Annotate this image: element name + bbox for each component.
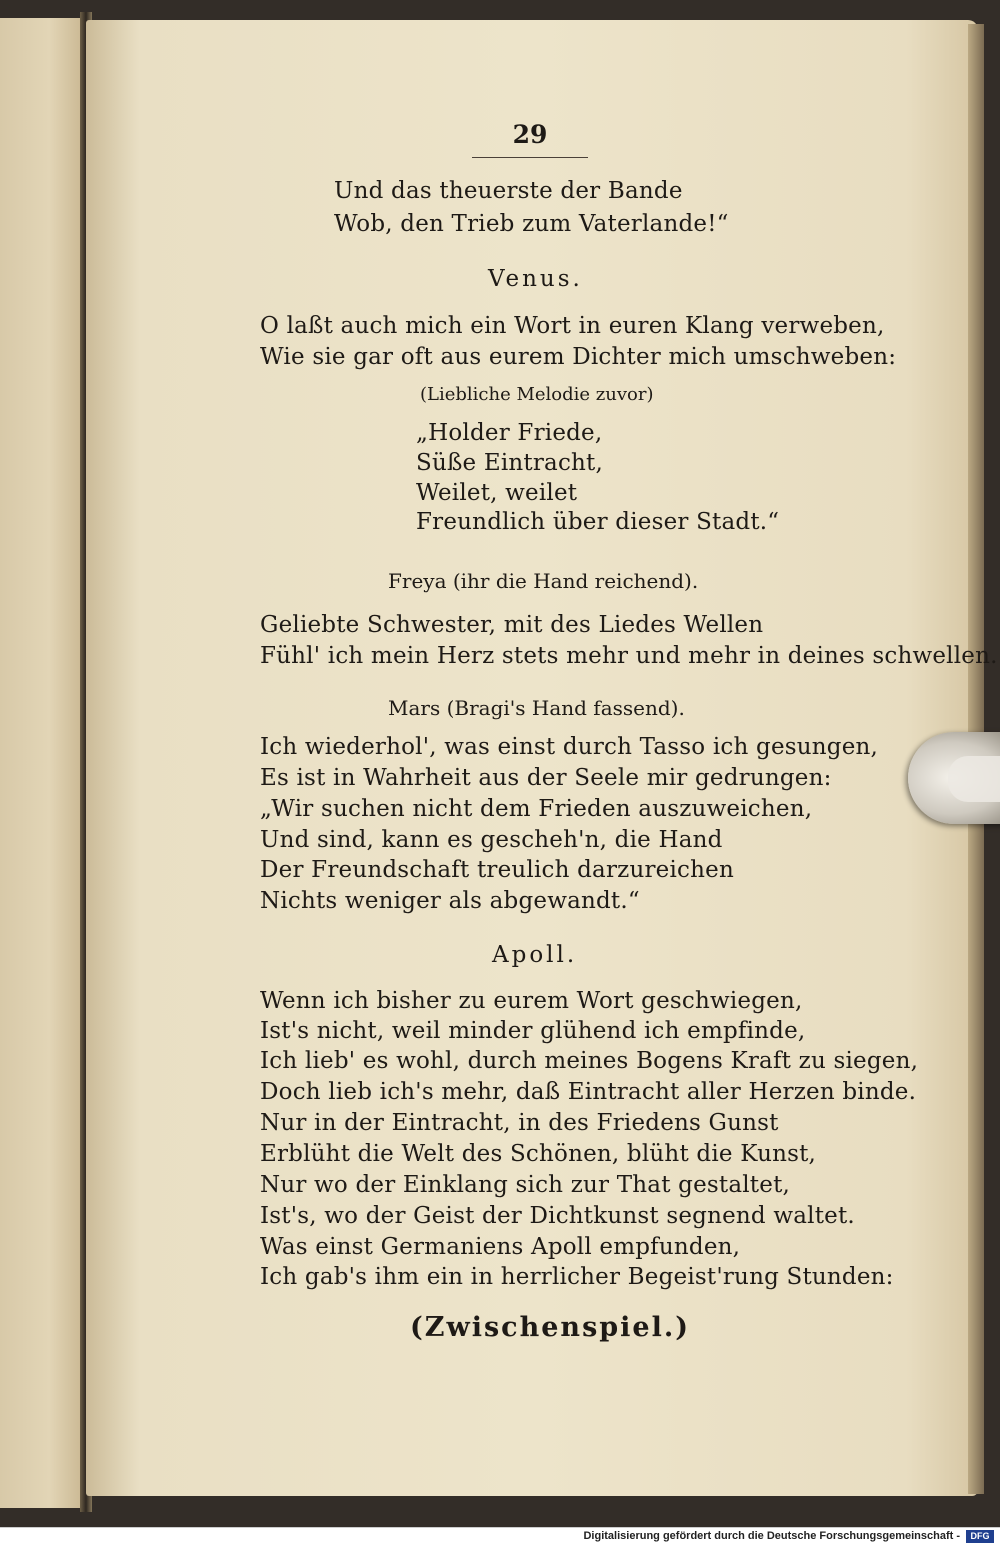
footer-bar (0, 1527, 1000, 1547)
verse-line: Wie sie gar oft aus eurem Dichter mich umschweben: (260, 344, 897, 370)
verse-line: Und sind, kann es gescheh'n, die Hand (260, 827, 723, 853)
stage-interlude: (Zwischenspiel.) (410, 1312, 691, 1343)
verse-line: Ist's nicht, weil minder glühend ich empfinde, (260, 1018, 806, 1044)
verse-line: Freundlich über dieser Stadt.“ (416, 509, 780, 535)
verse-line: Nur wo der Einklang sich zur That gestaltet, (260, 1172, 791, 1198)
verse-line: „Holder Friede, (416, 420, 603, 446)
verse-line: Nichts weniger als abgewandt.“ (260, 888, 640, 914)
header-rule (472, 157, 588, 158)
page-clip-tab (948, 756, 1000, 802)
verse-line: Was einst Germaniens Apoll empfunden, (260, 1234, 741, 1260)
verse-line: O laßt auch mich ein Wort in euren Klang verweben, (260, 313, 885, 339)
stage-direction: (Liebliche Melodie zuvor) (420, 384, 654, 405)
verse-line: Doch lieb ich's mehr, daß Eintracht aller Herzen binde. (260, 1079, 917, 1105)
verse-line: Erblüht die Welt des Schönen, blüht die Kunst, (260, 1141, 817, 1167)
verse-line: Wob, den Trieb zum Vaterlande!“ (334, 211, 729, 237)
verse-line: Ich gab's ihm ein in herrlicher Begeist'rung Stunden: (260, 1264, 894, 1290)
verse-line: Nur in der Eintracht, in des Friedens Gunst (260, 1110, 779, 1136)
speaker-freya: Freya (ihr die Hand reichend). (388, 569, 699, 593)
speaker-venus: Venus. (488, 266, 583, 292)
verse-line: Geliebte Schwester, mit des Liedes Wellen (260, 612, 764, 638)
verse-line: Fühl' ich mein Herz stets mehr und mehr in deines schwellen. (260, 643, 998, 669)
verse-line: Es ist in Wahrheit aus der Seele mir gedrungen: (260, 765, 832, 791)
page-number: 29 (512, 120, 548, 149)
verse-line: Wenn ich bisher zu eurem Wort geschwiegen, (260, 988, 803, 1014)
dfg-logo: DFG (966, 1530, 994, 1543)
verse-line: Ich lieb' es wohl, durch meines Bogens Kraft zu siegen, (260, 1048, 919, 1074)
verse-line: Weilet, weilet (416, 480, 578, 506)
verse-line: Der Freundschaft treulich darzureichen (260, 857, 734, 883)
funding-credit: Digitalisierung gefördert durch die Deutsche Forschungsgemeinschaft - (583, 1530, 960, 1542)
speaker-apoll: Apoll. (492, 942, 578, 968)
verse-line: „Wir suchen nicht dem Frieden auszuweichen, (260, 796, 813, 822)
verse-line: Süße Eintracht, (416, 450, 604, 476)
verse-line: Ich wiederhol', was einst durch Tasso ich gesungen, (260, 734, 879, 760)
verse-line: Ist's, wo der Geist der Dichtkunst segnend waltet. (260, 1203, 855, 1229)
left-page-edge (0, 18, 82, 1508)
speaker-mars: Mars (Bragi's Hand fassend). (388, 696, 685, 720)
verse-line: Und das theuerste der Bande (334, 178, 683, 204)
